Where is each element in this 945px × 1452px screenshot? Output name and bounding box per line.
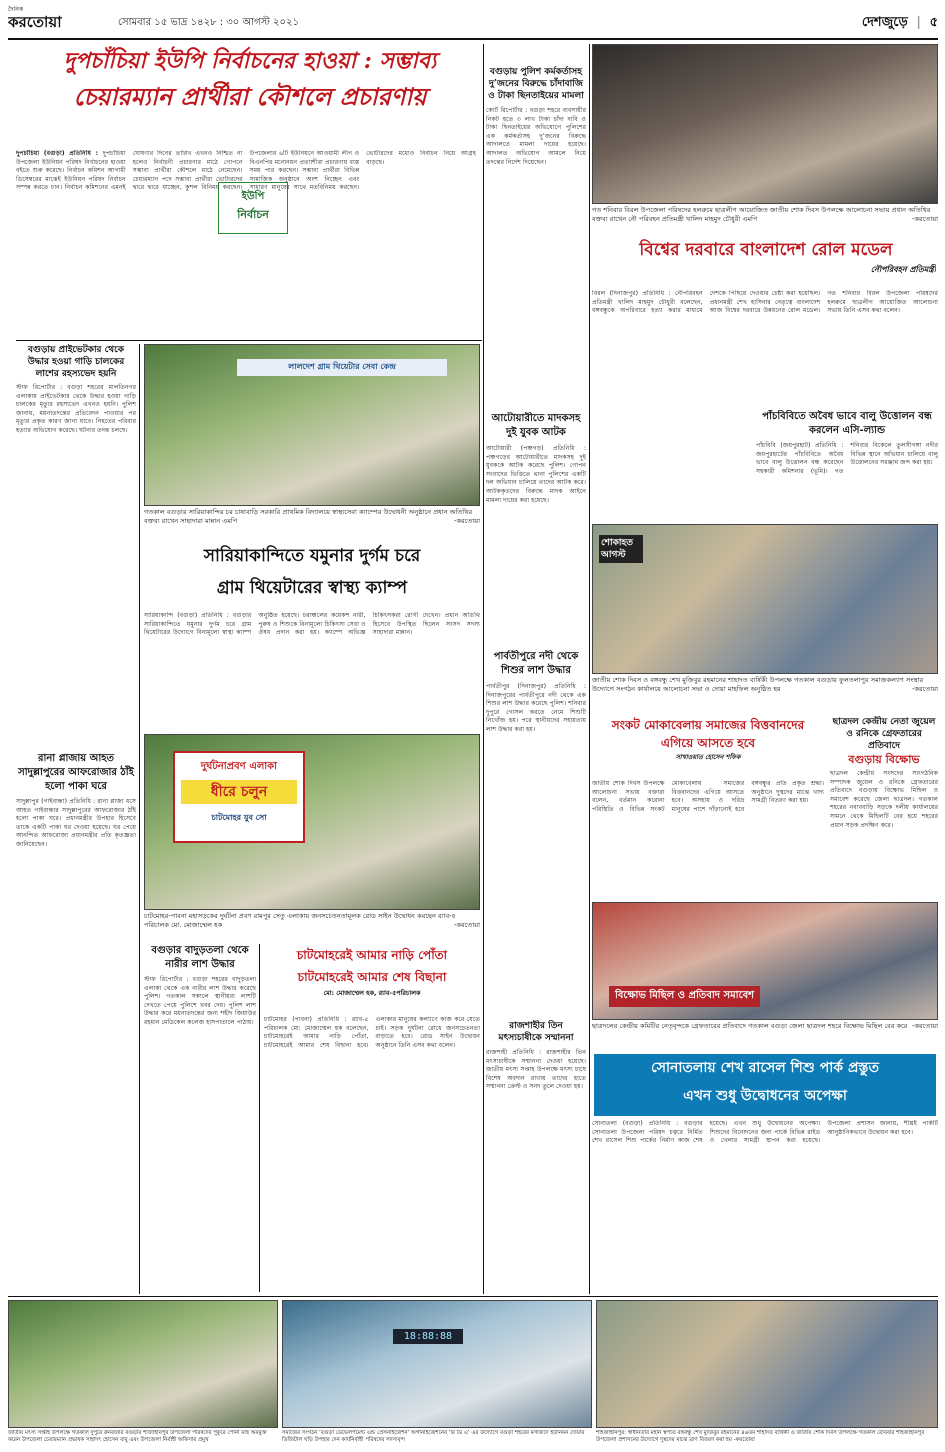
car-story [16, 344, 136, 744]
lead-headline-line2: চেয়ারম্যান প্রার্থীরা কৌশলে প্রচারণায় [73, 82, 427, 111]
paper-logo [8, 6, 78, 36]
shokahoto-sign: শোকাহত আগস্ট [599, 535, 643, 563]
protest-caption [592, 1022, 938, 1050]
crisis-headline-line1: সংকট মোকাবেলায় সমাজের বিত্তবানদের [611, 718, 805, 732]
addict-body: আটোয়ারী (পঞ্চগড়) প্রতিনিধি : পঞ্চগড়ের আটোয়ারীতে মাদকসহ দুই যুবককে আটক করেছে পুলিশ। গোপন সংবাদের ভিত্তিতে থানা পুলিশের একটি দল অভিযান চালিয়ে তাদের আটক করে। আটককৃতদের বিরুদ্ধে মাদক আইনে মামলা দায়ের করা হয়েছে। [486, 445, 586, 504]
charity-caption-text: জাতীয় শোক দিবস ও বঙ্গবন্ধু শেখ মুজিবুর রহমানের শাহাদত বার্ষিকী উপলক্ষে গতকাল বগুড়ায় ফুলতলাপুর সমাজকল্যাণ সংস্থার উদ্যোগে সংগঠন কার্যালয়ে আলোচনা সভা ও দোয়া মাহফিল অনুষ্ঠিত হয় [592, 676, 924, 693]
health-caption-credit: -করতোয়া [454, 517, 480, 525]
sign-caption-credit: -করতোয়া [454, 921, 480, 929]
protest-story [830, 716, 938, 898]
minister-photo-caption [592, 206, 938, 234]
role-model-byline: নৌপরিবহন প্রতিমন্ত্রী [870, 265, 936, 274]
rana-story [16, 752, 136, 1292]
park-headline-box [594, 1054, 936, 1116]
rajshahi-headline: রাজশাহীর তিন মৎস্যচাষীকে সম্মাননা [498, 1021, 574, 1043]
minister-caption-credit: -করতোয়া [912, 215, 938, 223]
road-sign-line1: দুর্ঘটনাপ্রবণ এলাকা [200, 761, 278, 772]
health-headline-line1: সারিয়াকান্দিতে যমুনার দুর্গম চরে [203, 546, 421, 566]
paper-name: করতোয়া [8, 13, 62, 31]
clock-gift-photo [282, 1300, 592, 1428]
bottom-caption-left-text: জাতীয় মৎস্য সপ্তাহ উপলক্ষে গতকাল দুপুরে রুনবজার বগুড়ার শাজাহানপুর উপজেলা পরিষদের পুকুরে পোনা মাছ অবমুক্ত করেন উপজেলা চেয়ারম্যান প্রভাষক সাহাদৎ হোসেন বাবু এবং উপজেলা নির্বাহী অফিসার প্রমুখ [8, 1430, 267, 1443]
bottom-caption-left [8, 1430, 278, 1450]
issue-date: সোমবার ১৫ ভাদ্র ১৪২৮ : ৩০ আগস্ট ২০২১ [118, 17, 299, 28]
health-body: সারিয়াকান্দি (বগুড়া) প্রতিনিধি : বগুড়ার সারিয়াকান্দিতে যমুনার দুর্গম চরে গ্রাম থিয়েটারের উদ্যোগে বিনামূল্যে স্বাস্থ্য ক্যাম্প অনুষ্ঠিত হয়েছে। চরাঞ্চলের কয়েকশ নারী, পুরুষ ও শিশুকে বিনামূল্যে চিকিৎসা সেবা ও ঔষধ প্রদান করা হয়। ক্যাম্পে অভিজ্ঞ চিকিৎসকরা রোগী দেখেন। প্রধান অতিথি হিসেবে উপস্থিত ছিলেন সংসদ সদস্য সাহাদারা মান্নান। [144, 612, 480, 637]
minister-photo [592, 44, 938, 204]
relief-photo [596, 1300, 938, 1428]
health-headline-line2: গ্রাম থিয়েটারের স্বাস্থ্য ক্যাম্প [216, 578, 408, 598]
sign-caption [144, 912, 480, 940]
section-label [862, 13, 938, 34]
park-body: সোনাতলা (বগুড়া) প্রতিনিধি : বগুড়ার সোনাতলা উপজেলা পরিষদ চত্বরে নির্মিত শেখ রাসেল শিশু পার্কের নির্মাণ কাজ শেষ হয়েছে। এখন শুধু উদ্বোধনের অপেক্ষা। শিশুদের বিনোদনের জন্য পার্কে বিভিন্ন রাইড ও খেলার সামগ্রী স্থাপন করা হয়েছে। উপজেলা প্রশাসন জানায়, শীঘ্রই পার্কটি আনুষ্ঠানিকভাবে উদ্বোধন করা হবে। [592, 1120, 938, 1145]
charity-caption [592, 676, 938, 716]
protest-headline: ছাত্রদল কেন্দ্রীয় নেতা জুয়েল ও রনিকে গ্রেফতারের প্রতিবাদে [832, 717, 936, 751]
col-child [486, 650, 586, 1010]
chatmohor-byline: মো: মোজাম্মেল হক, র‌্যাব-৫পরিচালক [323, 989, 421, 997]
crisis-headline-line2: এগিয়ে আসতে হবে [660, 736, 756, 750]
body-found-story [144, 944, 256, 1292]
minister-caption-text: গত শনিবার বিরল উপজেলা পরিষদের হলরুমে ছাত্রলীগ আয়োজিত জাতীয় শোক দিবস উপলক্ষে আলোচনা সভায় প্রধান অতিথির বক্তব্য রাখেন নৌ পরিবহন প্রতিমন্ত্রী খালিদ মাহমুদ চৌধুরী এমপি [592, 206, 931, 223]
health-headline [144, 540, 480, 610]
paper-small-label: দৈনিক [8, 6, 24, 13]
road-sign-line2: ধীরে চলুন [181, 780, 297, 804]
sand-body: পাঁচবিবি (জয়পুরহাট) প্রতিনিধি : জয়পুরহাটের পাঁচবিবিতে অবৈধ ভাবে বালু উত্তোলন বন্ধ করেছেন সহকারী কমিশনার (ভূমি)। গত শনিবার বিকেলে তুলসীগঙ্গা নদীর বিভিন্ন স্থানে অভিযান চালিয়ে বালু উত্তোলনের সরঞ্জাম জব্দ করা হয়। [756, 442, 938, 475]
lead-text: দুপচাঁচিয়া উপজেলা ইউনিয়ন পরিষদ নির্বাচনের হাওয়া বইতে শুরু করেছে। নির্বাচন কমিশন আগামী ডিসেম্বরের মাঝেই ইউনিয়ন পরিষদ নির্বাচন সম্পন্ন করতে চান। নির্বাচন কমিশনের এমনই ঘোষণার দিনের তারিখ এখনও নিশ্চিত না হলেও নির্বাচনী প্রচারণার মাঠে গোপনে সম্ভাব্য প্রার্থীরা কৌশলে মাঠে নেমেছেন। চেয়ারম্যান পদে সম্ভাব্য প্রার্থীরা ভোটারদের দ্বারে দ্বারে যাচ্ছেন, কুশল বিনিময় করছেন। উপজেলার ৬টি ইউনিয়নে আওয়ামী লীগ ও বিএনপির মনোনয়ন প্রত্যাশীরা প্রচারণায় ব্যস্ত সময় পার করছেন। সম্ভাব্য প্রার্থীরা বিভিন্ন সামাজিক অনুষ্ঠানে অংশ নিচ্ছেন এবং সাধারণ মানুষের সাথে মতবিনিময় করছেন। ভোটারদের মধ্যেও নির্বাচন নিয়ে আগ্রহ বাড়ছে। [16, 150, 476, 192]
role-model-body: বিরল (দিনাজপুর) প্রতিনিধি : নৌপরিবহন প্রতিমন্ত্রী খালিদ মাহমুদ চৌধুরী বলেছেন, বঙ্গবন্ধুকে অপরিবারে হত্যা করার মাধ্যমে দেশকে পিছিয়ে দেওয়ার চেষ্টা করা হয়েছিল। প্রধানমন্ত্রী শেখ হাসিনার নেতৃত্বে বাংলাদেশ আজ বিশ্বের দরবারে উন্নয়নের রোল মডেল। গত শনিবার বিরল উপজেলা পরিষদের হলরুমে ছাত্রলীগ আয়োজিত আলোচনা সভায় তিনি এসব কথা বলেন। [592, 290, 938, 315]
protest-body: ছাত্রদল কেন্দ্রীয় সংসদের সাংগঠনিক সম্পাদক জুয়েল ও রনিকে গ্রেফতারের প্রতিবাদে বগুড়ায় বিক্ষোভ মিছিল ও সমাবেশ করেছে জেলা ছাত্রদল। গতকাল শহরের নবাববাড়ি সড়কে দলীয় কার্যালয়ের সামনে থেকে মিছিলটি বের হয়ে শহরের প্রধান সড়ক প্রদক্ষিণ করে। [830, 770, 938, 829]
sign-caption-text: চাটমোহর-পাবনা মহাসড়কের দুর্ঘটনা প্রবণ রামপুর সেতু এলাকায় জনসচেতনতামূলক রোড সাইন উদ্বোধন করছেন র‌্যাব-৫ পরিচালক মো. মোজাম্মেল হক [144, 912, 456, 929]
lead-body [16, 150, 476, 338]
crisis-body: জাতীয় শোক দিবস উপলক্ষে আলোচনা সভায় বক্তারা বলেন, বর্তমান করোনা পরিস্থিতি ও বিভিন্ন সংকট মোকাবেলায় সমাজের বিত্তবানদের এগিয়ে আসতে হবে। অসহায় ও দরিদ্র মানুষের পাশে দাঁড়ানোই হবে বঙ্গবন্ধুর প্রতি প্রকৃত শ্রদ্ধা। অনুষ্ঠানে দুস্থদের মাঝে খাদ্য সামগ্রী বিতরণ করা হয়। [592, 780, 824, 813]
child-body: পার্বতীপুর (দিনাজপুর) প্রতিনিধি : দিনাজপুরের পার্বতীপুরে নদী থেকে এক শিশুর লাশ উদ্ধার করেছে পুলিশ। শনিবার দুপুরে গোসল করতে নেমে শিশুটি নিখোঁজ হয়। পরে স্থানীয়দের সহায়তায় লাশ উদ্ধার করা হয়। [486, 683, 586, 733]
bottom-caption-mid [282, 1430, 592, 1450]
bottom-caption-right [596, 1430, 938, 1450]
section-name: দেশজুড়ে [861, 15, 908, 30]
role-model-headline [596, 236, 936, 286]
sand-story [756, 410, 938, 520]
child-headline: পার্বতীপুরে নদী থেকে শিশুর লাশ উদ্ধার [493, 651, 579, 676]
protest-caption-credit: -করতোয়া [912, 1022, 938, 1030]
lead-dateline: দুপচাঁচিয়া (বগুড়া) প্রতিনিধি : [16, 150, 99, 157]
fish-release-photo [8, 1300, 278, 1428]
lead-headline [16, 44, 484, 144]
addict-headline: আটোয়ারীতে মাদকসহ দুই যুবক আটক [491, 413, 581, 438]
masthead-rule [8, 38, 938, 40]
election-logo-line1: ইউপি [241, 191, 265, 202]
col-divider-right [589, 44, 590, 1294]
masthead [8, 6, 938, 36]
road-sign [173, 751, 305, 843]
col-rajshahi [486, 1020, 586, 1290]
crisis-headline [592, 716, 824, 776]
lead-headline-line1: দুপচাঁচিয়া ইউপি নির্বাচনের হাওয়া : সম্ভাব্য [63, 48, 437, 74]
election-logo-line2: নির্বাচন [237, 208, 269, 221]
lead-bottom-rule [16, 340, 482, 341]
chatmohor-headline-line2: চাটমোহরেই আমার শেষ বিছানা [297, 970, 447, 984]
protest-subhead: বগুড়ায় বিক্ষোভ [848, 753, 920, 766]
page-number: ৫ [929, 15, 938, 30]
role-model-title: বিশ্বের দরবারে বাংলাদেশ রোল মডেল [639, 240, 893, 260]
crisis-byline: সাখাওয়াত হোসেন শফিক [675, 753, 741, 761]
col-addict [486, 412, 586, 602]
rajshahi-body: রাজশাহী প্রতিনিধি : রাজশাহীর তিন মৎস্যচাষীকে সম্মাননা দেওয়া হয়েছে। জাতীয় মৎস্য সপ্তাহ উপলক্ষে মৎস্য চাষে বিশেষ অবদান রাখায় তাদের হাতে সম্মাননা ক্রেস্ট ও সনদ তুলে দেওয়া হয়। [486, 1049, 586, 1091]
park-headline-line1: সোনাতলায় শেখ রাসেল শিশু পার্ক প্রস্তুত [651, 1060, 879, 1076]
car-body: স্টাফ রিপোর্টার : বগুড়া শহরের মালতিনগর এলাকায় প্রাইভেটকার থেকে উদ্ধার হওয়া গাড়ি চালকের মৃত্যুর রহস্যভেদ এখনও হয়নি। পুলিশ জানায়, ময়নাতদন্তের প্রতিবেদন পাওয়ার পর মৃত্যুর প্রকৃত কারণ জানা যাবে। নিহতের পরিবার হত্যার অভিযোগ করেছে। ঘটনার তদন্ত চলছে। [16, 384, 136, 434]
road-sign-sponsor: চাটমোহর যুব সো [211, 813, 267, 822]
chatmohor-body: চাটমোহর (পাবনা) প্রতিনিধি : র‌্যাব-৫ পরিচালক মো: মোজাম্মেল হক বলেছেন, চাটমোহরেই আমার নাড়ি পোঁতা, চাটমোহরেই আমার শেষ বিছানা হবে। এলাকার মানুষের কল্যাণে কাজ করে যেতে চাই। সড়ক দুর্ঘটনা রোধে জনসচেতনতা বাড়াতে হবে। রোড সাইন উদ্বোধন অনুষ্ঠানে তিনি এসব কথা বলেন। [264, 1016, 480, 1049]
health-banner: লালদেশ গ্রাম থিয়েটার সেবা কেন্দ্র [237, 359, 447, 376]
body-found-body: স্টাফ রিপোর্টার : বগুড়া শহরের বাদুড়তলা এলাকা থেকে এক নারীর লাশ উদ্ধার করেছে পুলিশ। গতকাল সকালে স্থানীয়রা লাশটি দেখতে পেয়ে পুলিশে খবর দেয়। পুলিশ লাশ উদ্ধার করে ময়নাতদন্তের জন্য শহীদ জিয়াউর রহমান মেডিকেল কলেজ হাসপাতালে পাঠায়। [144, 976, 256, 1026]
sign-photo [144, 734, 480, 910]
bottom-caption-credit: -করতোয়া [733, 1437, 755, 1443]
car-headline: বগুড়ায় প্রাইভেটকার থেকে উদ্ধার হওয়া গাড়ি চালকের লাশের রহস্যভেদ হয়নি [27, 345, 125, 379]
chatmohor-headline-line1: চাটমোহরেই আমার নাড়ি পোঁতা [296, 948, 448, 962]
rana-headline: রানা প্লাজায় আহত সাদুল্লাপুরের আফরোজার ঠাঁই হলো পাকা ঘরে [18, 753, 134, 792]
col-divider-left [483, 44, 484, 1294]
protest-photo [592, 902, 938, 1020]
health-caption-text: গতকাল বগুড়ার সারিয়াকান্দির চর চাষাবাড়ি সরকারি প্রাথমিক বিদ্যালয়ে স্বাস্থ্যসেবা ক্যাম্পের উদ্বোধনী অনুষ্ঠানে প্রধান অতিথির বক্তব্য রাখেন সাহাদারা মান্নান এমপি [144, 508, 473, 525]
bottom-caption-mid-text: সমাজের সংগঠন ‘বগুড়া ডেভেলপমেন্ট এন্ড প্রেসনাইজেশন’ অর্গানাইজেশনের ‘রি ডি এ’ এর উদ্যোগে বগুড়া শহরের মসজিদে ইউনিয়ন দোয়ার ডিজিটাল ঘড়ি উপহার দেন কার্যনির্বাহী পরিষদের সদস্যবৃন্দ [282, 1430, 585, 1443]
bottom-strip-rule [8, 1296, 938, 1297]
health-photo [144, 344, 480, 506]
sand-headline: পাঁচবিবিতে অবৈধ ভাবে বালু উত্তোলন বন্ধ করলেন এসি-ল্যান্ড [762, 411, 932, 436]
protest-banner: বিক্ষোভ মিছিল ও প্রতিবাদ সমাবেশ [609, 986, 760, 1007]
health-caption [144, 508, 480, 536]
charity-photo [592, 524, 938, 674]
rana-body: সাদুল্লাপুর (গাইবান্ধা) প্রতিনিধি : রানা প্লাজা ধসে আহত গাইবান্ধার সাদুল্লাপুরের আফরোজার ঠাঁই হলো পাকা ঘরে। প্রধানমন্ত্রীর উপহার হিসেবে তাকে একটি পাকা ঘর দেওয়া হয়েছে। ঘর পেয়ে আনন্দিত আফরোজা প্রধানমন্ত্রীর প্রতি কৃতজ্ঞতা জানিয়েছেন। [16, 798, 136, 848]
extortion-headline: বগুড়ায় পুলিশ কর্মকর্তাসহ দু’জনের বিরুদ্ধে চাঁদাবাজি ও টাকা ছিনতাইয়ের মামলা [488, 67, 584, 101]
body-found-headline: বগুড়ার বাদুড়তলা থেকে নারীর লাশ উদ্ধার [151, 945, 249, 970]
extortion-body: কোর্ট রিপোর্টার : বগুড়া শহরে ব্যবসায়ীর নিকট হতে ৩ লাখ টাকা চাঁদা দাবি ও টাকা ছিনতাইয়ের অভিযোগে পুলিশের এক কর্মকর্তাসহ দু’জনের বিরুদ্ধে আদালতে মামলা দায়ের হয়েছে। আদালত অভিযোগ আমলে নিয়ে তদন্তের নির্দেশ দিয়েছেন। [486, 107, 586, 166]
chatmohor-headline [264, 944, 480, 1014]
bottom-caption-right-text: শাহজাহানপুর: স্বাধীনতার মহান স্থপতি বঙ্গবন্ধু শেখ মুজিবুর রহমানের ৪৬তম শাহাদত বার্ষিকী ও জাতীয় শোক দিবস উপলক্ষে গতকাল রোববার শাহজাহানপুর উপজেলা প্রশাসনের উদ্যোগে দুস্থদের মাঝে ত্রাণ বিতরণ করা হয় [596, 1430, 925, 1443]
mid-col-divider [259, 944, 260, 1292]
charity-caption-credit: -করতোয়া [912, 685, 938, 693]
col-extortion [486, 66, 586, 404]
park-headline-line2: এখন শুধু উদ্বোধনের অপেক্ষা [683, 1088, 847, 1104]
digital-clock: 18:88:88 [393, 1329, 463, 1344]
section-divider: | [916, 15, 922, 30]
left-col-divider [139, 344, 140, 1294]
protest-caption-text: ছাত্রদলের কেন্দ্রীয় কমিটির নেতৃবৃন্দকে গ্রেফতারের প্রতিবাদে গতকাল বগুড়া জেলা ছাত্রদল শহরে বিক্ষোভ মিছিল বের করে [592, 1022, 908, 1030]
